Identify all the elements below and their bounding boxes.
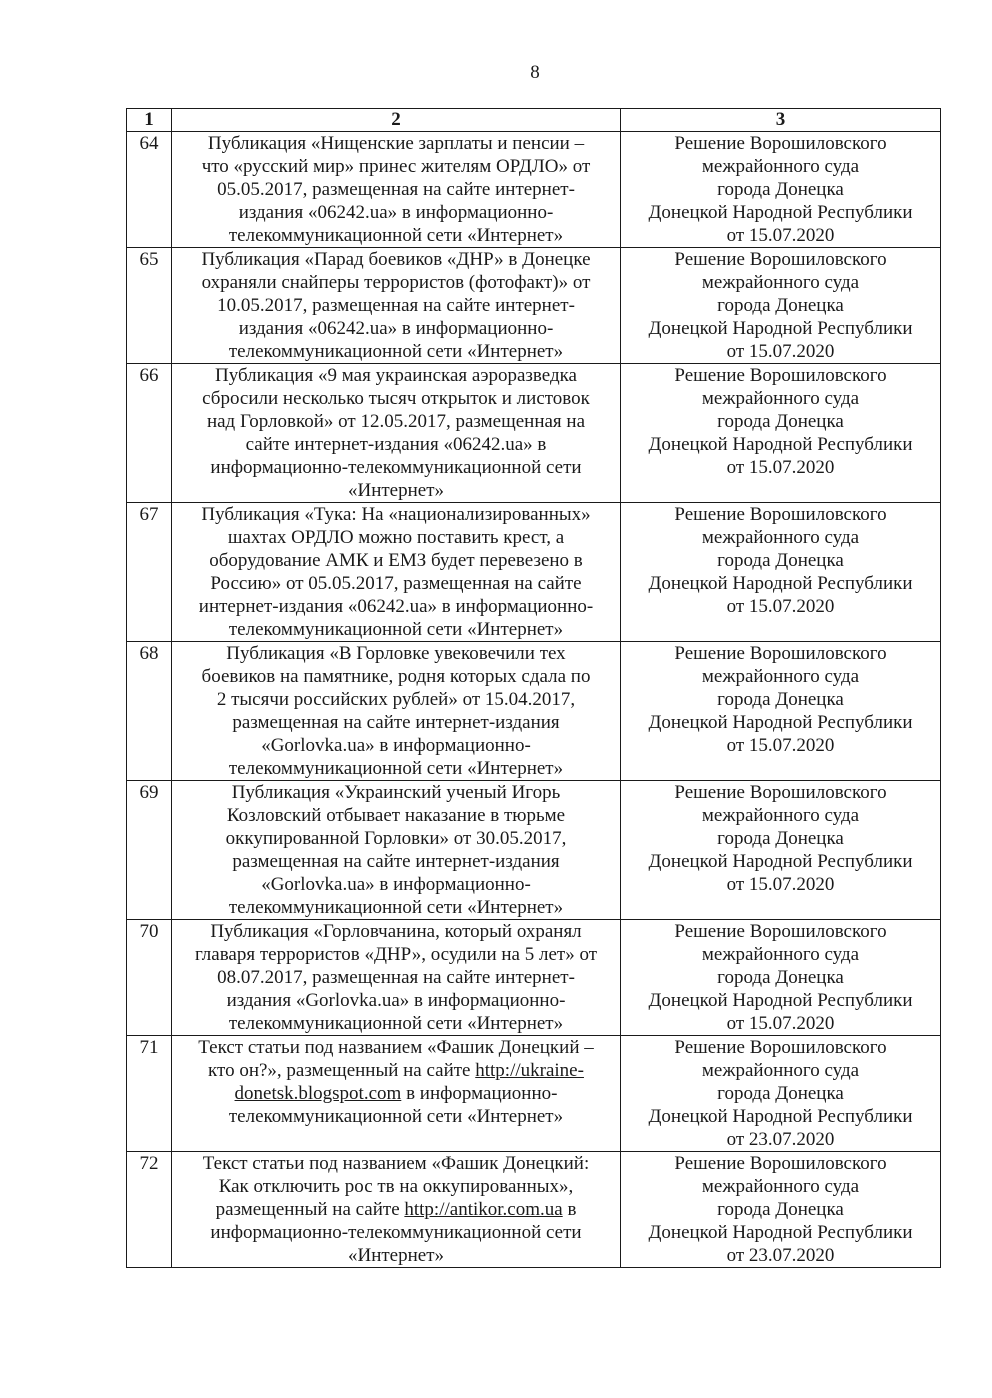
description-line: 10.05.2017, размещенная на сайте интернет- (217, 295, 575, 316)
row-number: 68 (127, 642, 172, 781)
decision-line: Донецкой Народной Республики (648, 1222, 913, 1243)
table-row (127, 503, 941, 642)
decision-line: Донецкой Народной Республики (648, 202, 913, 223)
description-line: Публикация «Горловчанина, который охранял (210, 921, 582, 942)
description-line: сбросили несколько тысяч открыток и листовок (202, 388, 590, 409)
court-decision (621, 920, 941, 1036)
table-row (127, 781, 941, 920)
row-number: 64 (127, 132, 172, 248)
decision-line: Донецкой Народной Республики (648, 434, 913, 455)
decision-line: Решение Ворошиловского (674, 1153, 887, 1174)
source-link[interactable]: http://antikor.com.ua (404, 1199, 563, 1220)
description-line: телекоммуникационной сети «Интернет» (228, 1106, 564, 1127)
table-row (127, 364, 941, 503)
description-line: издания «06242.ua» в информационно- (238, 318, 554, 339)
decision-date: от 15.07.2020 (726, 874, 835, 895)
decision-line: межрайонного суда (701, 527, 860, 548)
description-line: издания «Gorlovka.ua» в информационно- (226, 990, 566, 1011)
decision-line: межрайонного суда (701, 805, 860, 826)
description-line: сайте интернет-издания «06242.ua» в (245, 434, 547, 455)
description-line: над Горловкой» от 12.05.2017, размещенная на (206, 411, 586, 432)
table-row (127, 1152, 941, 1268)
page-number: 8 (530, 62, 540, 83)
decision-line: Донецкой Народной Республики (648, 712, 913, 733)
description-line-with-link: donetsk.blogspot.com в информационно- (234, 1083, 558, 1104)
decision-line: межрайонного суда (701, 272, 860, 293)
court-decision (621, 1036, 941, 1152)
header-col-2: 2 (172, 109, 621, 132)
description-line: Текст статьи под названием «Фашик Донецкий: (202, 1153, 590, 1174)
row-number: 65 (127, 248, 172, 364)
description-line: информационно-телекоммуникационной сети (210, 457, 582, 478)
description-line: телекоммуникационной сети «Интернет» (228, 897, 564, 918)
description-line: Публикация «Парад боевиков «ДНР» в Донецке (201, 249, 591, 270)
description-line-with-link: размещенный на сайте http://antikor.com.ua в (215, 1199, 577, 1220)
description-line: Россию» от 05.05.2017, размещенная на сайте (210, 573, 582, 594)
description-line: Козловский отбывает наказание в тюрьме (226, 805, 566, 826)
header-col-1: 1 (127, 109, 172, 132)
description-line: издания «06242.ua» в информационно- (238, 202, 554, 223)
header-row (127, 109, 941, 132)
description-line: 05.05.2017, размещенная на сайте интернет- (217, 179, 575, 200)
publication-description (172, 1036, 621, 1152)
description-line: Публикация «Украинский ученый Игорь (231, 782, 561, 803)
description-line-with-link: кто он?», размещенный на сайте http://ukraine- (208, 1060, 584, 1081)
decision-line: Решение Ворошиловского (674, 504, 887, 525)
description-line: Публикация «9 мая украинская аэроразведка (215, 365, 577, 386)
row-number: 70 (127, 920, 172, 1036)
decision-line: города Донецка (717, 411, 844, 432)
description-line: что «русский мир» принес жителям ОРДЛО» от (201, 156, 591, 177)
description-line: Публикация «Тука: На «национализированных» (201, 504, 591, 525)
decision-date: от 15.07.2020 (726, 457, 835, 478)
description-line: главаря террористов «ДНР», осудили на 5 лет» от (194, 944, 598, 965)
row-number: 66 (127, 364, 172, 503)
decision-line: города Донецка (717, 550, 844, 571)
decision-line: города Донецка (717, 295, 844, 316)
description-line: «Gorlovka.ua» в информационно- (261, 735, 531, 756)
table-row (127, 132, 941, 248)
description-line: Текст статьи под названием «Фашик Донецкий – (198, 1037, 594, 1058)
court-decision (621, 132, 941, 248)
decision-line: Донецкой Народной Республики (648, 990, 913, 1011)
description-line: 2 тысячи российских рублей» от 15.04.2017, (216, 689, 576, 710)
description-line: «Интернет» (347, 1245, 445, 1266)
description-line: Как отключить рос тв на оккупированных», (218, 1176, 574, 1197)
court-decision (621, 781, 941, 920)
description-line: информационно-телекоммуникационной сети (210, 1222, 582, 1243)
publication-description (172, 1152, 621, 1268)
decision-line: города Донецка (717, 1083, 844, 1104)
court-decision (621, 642, 941, 781)
table-row (127, 1036, 941, 1152)
court-decision (621, 248, 941, 364)
description-line: 08.07.2017, размещенная на сайте интернет- (217, 967, 575, 988)
decision-date: от 15.07.2020 (726, 225, 835, 246)
table-row (127, 642, 941, 781)
decision-line: города Донецка (717, 179, 844, 200)
decision-date: от 15.07.2020 (726, 341, 835, 362)
source-link[interactable]: donetsk.blogspot.com (234, 1083, 402, 1104)
decision-line: Решение Ворошиловского (674, 782, 887, 803)
source-link[interactable]: http://ukraine- (475, 1060, 584, 1081)
row-number: 69 (127, 781, 172, 920)
row-number: 71 (127, 1036, 172, 1152)
publication-description (172, 920, 621, 1036)
description-line: телекоммуникационной сети «Интернет» (228, 758, 564, 779)
decision-line: Донецкой Народной Республики (648, 573, 913, 594)
decision-line: Решение Ворошиловского (674, 249, 887, 270)
decision-line: города Донецка (717, 967, 844, 988)
table-row (127, 920, 941, 1036)
description-line: шахтах ОРДЛО можно поставить крест, а (227, 527, 565, 548)
description-line: интернет-издания «06242.ua» в информационно- (198, 596, 594, 617)
description-line: боевиков на памятнике, родня которых сдала по (201, 666, 591, 687)
decision-line: Решение Ворошиловского (674, 643, 887, 664)
decision-date: от 15.07.2020 (726, 596, 835, 617)
decision-line: межрайонного суда (701, 1060, 860, 1081)
description-line: «Gorlovka.ua» в информационно- (261, 874, 531, 895)
decision-line: межрайонного суда (701, 156, 860, 177)
decision-line: города Донецка (717, 828, 844, 849)
description-line: оборудование АМК и ЕМЗ будет перевезено в (209, 550, 583, 571)
decision-line: Решение Ворошиловского (674, 1037, 887, 1058)
court-decision (621, 364, 941, 503)
decision-line: города Донецка (717, 1199, 844, 1220)
table-row (127, 248, 941, 364)
decision-line: Решение Ворошиловского (674, 365, 887, 386)
description-line: телекоммуникационной сети «Интернет» (228, 1013, 564, 1034)
court-decision (621, 1152, 941, 1268)
description-line: Публикация «В Горловке увековечили тех (226, 643, 566, 664)
description-line: оккупированной Горловки» от 30.05.2017, (225, 828, 567, 849)
publication-description (172, 248, 621, 364)
description-line: Публикация «Нищенские зарплаты и пенсии – (207, 133, 585, 154)
description-line: охраняли снайперы террористов (фотофакт)» от (201, 272, 591, 293)
decision-date: от 15.07.2020 (726, 1013, 835, 1034)
decision-line: города Донецка (717, 689, 844, 710)
decision-line: Донецкой Народной Республики (648, 851, 913, 872)
description-line: размещенная на сайте интернет-издания (232, 851, 560, 872)
decision-line: Решение Ворошиловского (674, 921, 887, 942)
publication-description (172, 503, 621, 642)
court-decision (621, 503, 941, 642)
description-line: телекоммуникационной сети «Интернет» (228, 225, 564, 246)
decision-line: межрайонного суда (701, 1176, 860, 1197)
description-line: «Интернет» (347, 480, 445, 501)
description-line: размещенная на сайте интернет-издания (232, 712, 560, 733)
header-col-3: 3 (621, 109, 941, 132)
decision-line: Донецкой Народной Республики (648, 1106, 913, 1127)
decision-line: межрайонного суда (701, 388, 860, 409)
decision-line: Донецкой Народной Республики (648, 318, 913, 339)
row-number: 72 (127, 1152, 172, 1268)
description-line: телекоммуникационной сети «Интернет» (228, 341, 564, 362)
description-line: телекоммуникационной сети «Интернет» (228, 619, 564, 640)
publication-description (172, 642, 621, 781)
publication-description (172, 364, 621, 503)
decision-line: межрайонного суда (701, 944, 860, 965)
publication-description (172, 781, 621, 920)
decision-line: межрайонного суда (701, 666, 860, 687)
row-number: 67 (127, 503, 172, 642)
decision-date: от 15.07.2020 (726, 735, 835, 756)
registry-table (126, 108, 941, 1268)
decision-date: от 23.07.2020 (726, 1129, 835, 1150)
publication-description (172, 132, 621, 248)
decision-date: от 23.07.2020 (726, 1245, 835, 1266)
decision-line: Решение Ворошиловского (674, 133, 887, 154)
